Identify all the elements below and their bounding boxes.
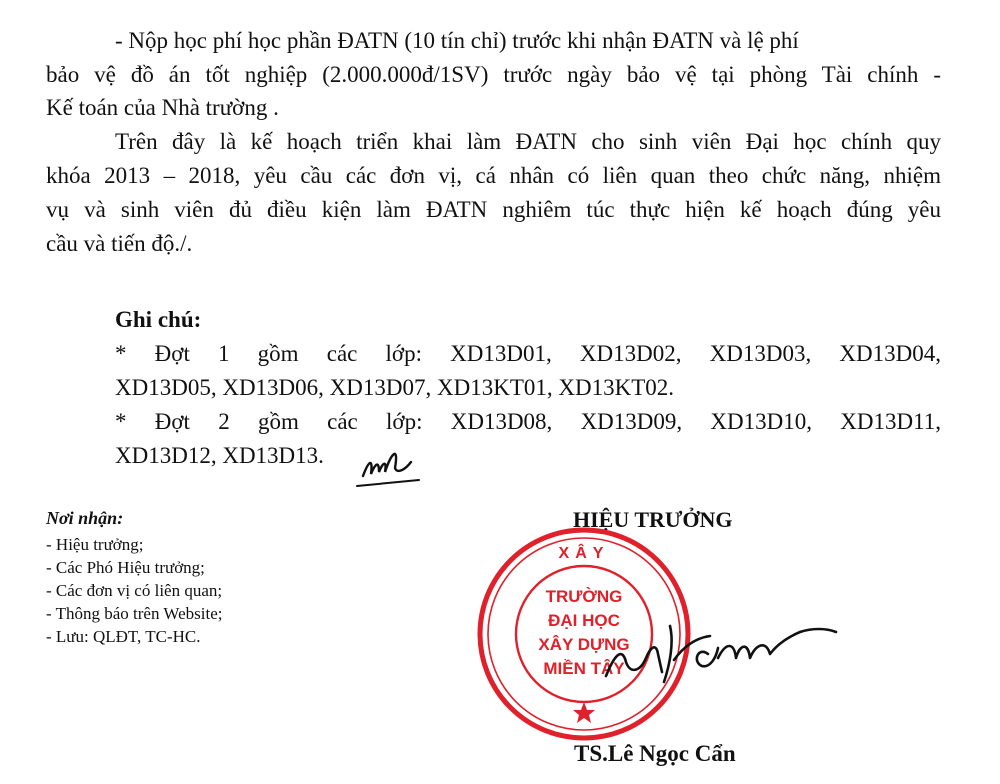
initial-signature [355,440,425,492]
paragraph-1-line-2: bảo vệ đồ án tốt nghiệp (2.000.000đ/1SV) trước ngày bảo vệ tại phòng Tài chính - [46,62,941,87]
recipient-item: - Thông báo trên Website; [46,604,223,623]
notes-line-3: * Đợt 2 gồm các lớp: XD13D08, XD13D09, XD13D10, XD13D11, [115,409,941,434]
paragraph-1-line-1: - Nộp học phí học phần ĐATN (10 tín chỉ) trước khi nhận ĐATN và lệ phí [115,28,799,53]
stamp-line-2: ĐẠI HỌC [548,611,620,630]
stamp-line-4: MIỀN TÂY [543,659,625,678]
notes-line-4: XD13D12, XD13D13. [115,443,324,468]
paragraph-2-line-3: vụ và sinh viên đủ điều kiện làm ĐATN nghiêm túc thực hiện kế hoạch đúng yêu [46,197,941,222]
recipient-item: - Lưu: QLĐT, TC-HC. [46,627,201,646]
notes-title: Ghi chú: [115,307,202,332]
recipient-item: - Hiệu trưởng; [46,535,144,554]
signatory-name: TS.Lê Ngọc Cẩn [574,741,736,766]
stamp-line-1: TRƯỜNG [545,587,623,606]
paragraph-2-line-1: Trên đây là kế hoạch triển khai làm ĐATN cho sinh viên Đại học chính quy [115,129,941,154]
paragraph-2-line-2: khóa 2013 – 2018, yêu cầu các đơn vị, cá nhân có liên quan theo chức năng, nhiệm [46,163,941,188]
recipient-item: - Các đơn vị có liên quan; [46,581,223,600]
signatory-position: HIỆU TRƯỞNG [573,507,733,532]
stamp-top-text: XÂY [558,545,610,562]
notes-line-1: * Đợt 1 gồm các lớp: XD13D01, XD13D02, XD13D03, XD13D04, [115,341,941,366]
paragraph-2-line-4: cầu và tiến độ./. [46,231,193,256]
recipient-item: - Các Phó Hiệu trưởng; [46,558,205,577]
stamp-star-icon [573,702,595,723]
recipients-title: Nơi nhận: [46,508,124,528]
principal-signature [600,602,840,692]
notes-line-2: XD13D05, XD13D06, XD13D07, XD13KT01, XD13KT02. [115,375,674,400]
stamp-line-3: XÂY DỰNG [538,635,630,654]
paragraph-1-line-3: Kế toán của Nhà trường . [46,95,279,120]
